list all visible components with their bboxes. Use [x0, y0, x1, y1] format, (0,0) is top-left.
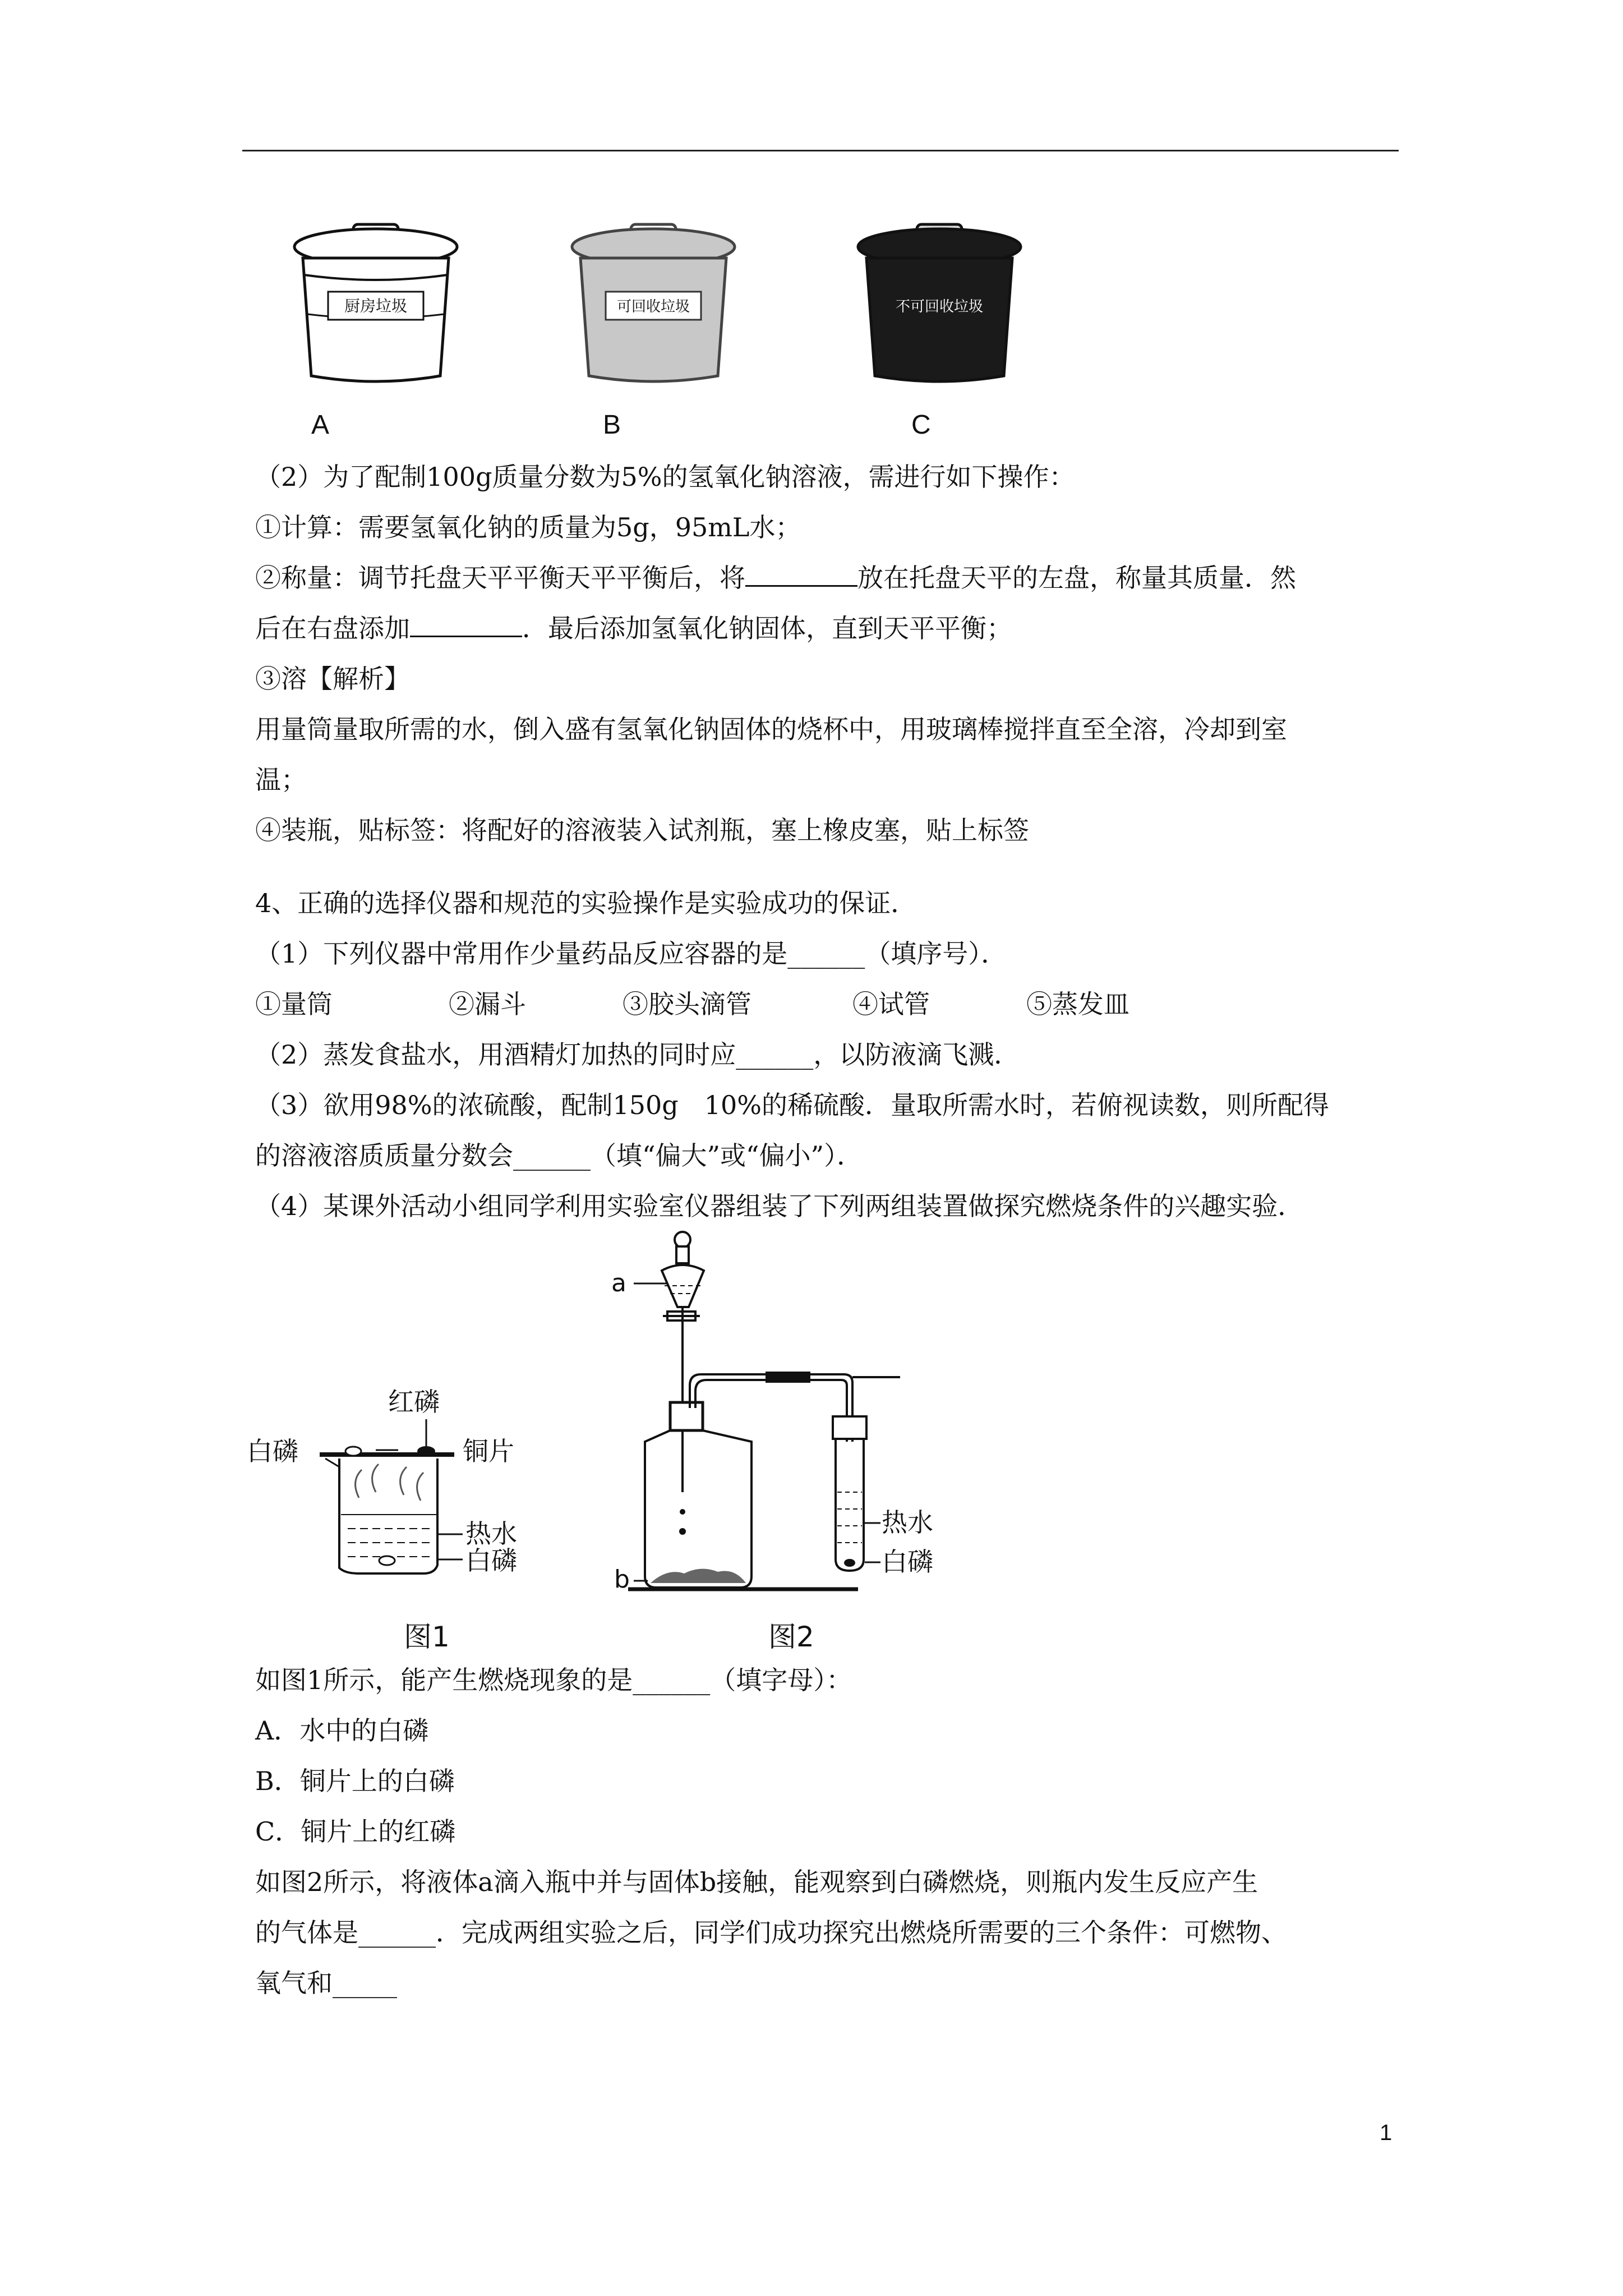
fig1-copper-label: 铜片 [463, 1436, 514, 1466]
fig2-caption: 图2 [768, 1621, 814, 1653]
q3-step2-line1 [255, 561, 1296, 595]
q3-step3-c: 温； [255, 765, 307, 795]
q4-fig2-question-a: 如图2所示，将液体a滴入瓶中并与固体b接触，能观察到白磷燃烧，则瓶内发生反应产生 [255, 1867, 1258, 1897]
q4-option-4: ④试管 [852, 989, 930, 1019]
bin-b-letter: B [603, 410, 621, 440]
page-number: 1 [1380, 2120, 1393, 2145]
q4-option-5: ⑤蒸发皿 [1026, 989, 1129, 1019]
fig1-red-p-label: 红磷 [388, 1387, 440, 1417]
q4-part3-b: 的溶液溶质质量分数会______（填“偏大”或“偏小”）． [255, 1140, 863, 1171]
garbage-bins-figure [241, 213, 1082, 449]
combustion-figures [241, 1228, 1026, 1666]
bin-a [294, 224, 457, 381]
q3-step1: ①计算：需要氢氧化钠的质量为5g，95mL水； [255, 512, 801, 542]
q4-fig1-question: 如图1所示，能产生燃烧现象的是______（填字母）： [255, 1665, 852, 1695]
q3-step2-c: 后在右盘添加 [255, 613, 410, 643]
fig1-white-p-top-label: 白磷 [247, 1436, 298, 1466]
fig2-white-p-label: 白磷 [882, 1547, 933, 1577]
fig2-a-label: a [611, 1269, 626, 1297]
bin-b-label: 可回收垃圾 [616, 298, 690, 315]
q3-step4: ④装瓶，贴标签：将配好的溶液装入试剂瓶，塞上橡皮塞，贴上标签 [255, 815, 1029, 845]
fig1-hot-water-label: 热水 [465, 1519, 517, 1549]
bin-b [572, 224, 735, 381]
q4-fig2-question-c: 氧气和_____ [255, 1968, 397, 1998]
q4-choice-a: A．水中的白磷 [255, 1715, 429, 1746]
q4-choice-b: B．铜片上的白磷 [255, 1766, 455, 1796]
q3-step3-b: 用量筒量取所需的水，倒入盛有氢氧化钠固体的烧杯中，用玻璃棒搅拌直至全溶，冷却到室 [255, 714, 1287, 744]
figure-1-diagram [320, 1419, 463, 1573]
fig1-white-p-bottom-label: 白磷 [465, 1545, 517, 1576]
bin-a-label: 厨房垃圾 [344, 297, 408, 315]
q4-part3-a: （3）欲用98%的浓硫酸，配制150g 10%的稀硫酸．量取所需水时，若俯视读数，则所配得 [255, 1090, 1329, 1120]
q3-step2-line2 [255, 611, 1012, 645]
q4-option-2: ②漏斗 [449, 989, 526, 1019]
bin-c-letter: C [911, 410, 931, 440]
figure-2-diagram [628, 1232, 900, 1589]
q4-fig2-question-b: 的气体是______．完成两组实验之后，同学们成功探究出燃烧所需要的三个条件：可燃物、 [255, 1917, 1287, 1948]
answer-blank-1[interactable] [745, 564, 857, 587]
q3-step2-b: 放在托盘天平的左盘，称量其质量．然 [857, 563, 1296, 593]
answer-blank-2[interactable] [410, 614, 522, 637]
bin-c [858, 224, 1021, 381]
fig2-b-label: b [614, 1565, 630, 1594]
fig1-caption: 图1 [404, 1621, 450, 1653]
q4-option-3: ③胶头滴管 [623, 989, 751, 1019]
q4-part1: （1）下列仪器中常用作少量药品反应容器的是______（填序号）． [255, 938, 1007, 969]
q3-step2-a: ②称量：调节托盘天平平衡天平平衡后，将 [255, 563, 745, 593]
q4-stem: 4、正确的选择仪器和规范的实验操作是实验成功的保证． [255, 888, 917, 918]
q4-option-1: ①量筒 [255, 989, 333, 1019]
q3-step2-d: ．最后添加氢氧化钠固体，直到天平平衡； [522, 613, 1012, 643]
q4-choice-c: C．铜片上的红磷 [255, 1816, 456, 1847]
q4-part4: （4）某课外活动小组同学利用实验室仪器组装了下列两组装置做探究燃烧条件的兴趣实验． [255, 1191, 1304, 1221]
q3-step3: ③溶【解析】 [255, 664, 410, 694]
fig2-hot-water-label: 热水 [882, 1507, 933, 1538]
header-rule [242, 150, 1399, 151]
bin-c-label: 不可回收垃圾 [895, 298, 984, 315]
bin-a-letter: A [311, 410, 330, 440]
q4-part2: （2）蒸发食盐水，用酒精灯加热的同时应______，以防液滴飞溅． [255, 1039, 1020, 1070]
q3-part2-intro: （2）为了配制100g质量分数为5%的氢氧化钠溶液，需进行如下操作： [255, 462, 1075, 492]
